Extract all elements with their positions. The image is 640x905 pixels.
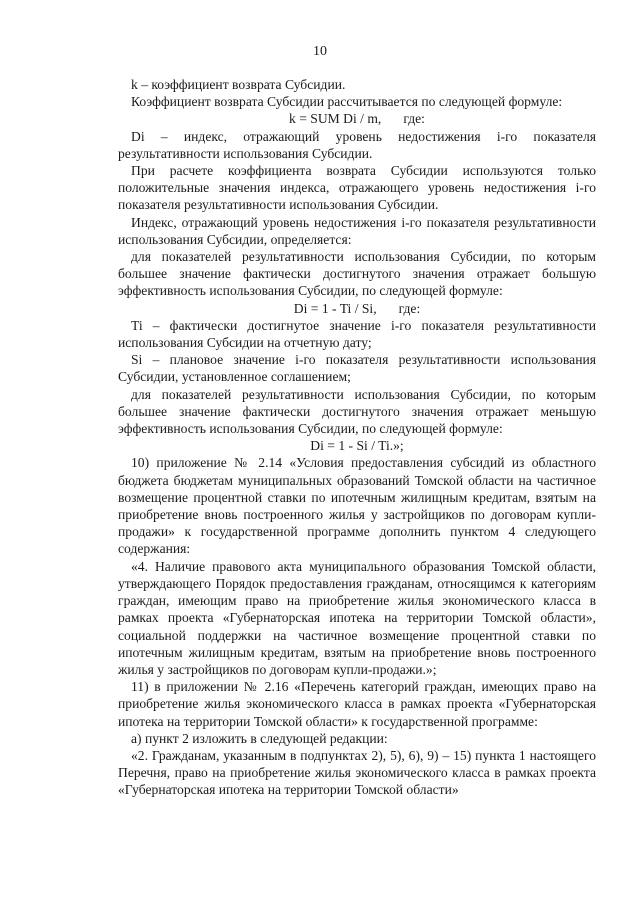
formula-di-1-where: где: <box>398 300 421 316</box>
formula-k-expression: k = SUM Di / m, <box>289 111 382 127</box>
paragraph-item-4-text: «4. Наличие правового акта муниципального образования Томской области, утверждающего Порядок предоставления гражданам, относящимся к категориям граждан, имеющим право на приобретение жилья экономического класса в рамках проекта «Губернаторская ипотека на территории Томской области», социальной поддержки на частичное возмещение процентной ставки по ипотечным жилищным кредитам, взятым на приобретение вновь построенного жилья у застройщиков по договорам купли-продажи.»; <box>118 558 596 677</box>
paragraph-greater-worse: для показателей результативности использования Субсидии, по которым большее значение фактически достигнутого значения отражает меньшую эффективность использования Субсидии, по следующей формуле: <box>118 386 596 437</box>
paragraph-k-formula-intro: Коэффициент возврата Субсидии рассчитывается по следующей формуле: <box>131 94 563 110</box>
formula-di-1-expression: Di = 1 - Ti / Si, <box>293 300 377 316</box>
paragraph-item-2-text: «2. Гражданам, указанным в подпунктах 2), 5), 6), 9) – 15) пункта 1 настоящего Перечня, право на приобретение жилья экономического класса в рамках проекта «Губернаторская ипотека на территории Томской области» <box>118 747 596 798</box>
paragraph-greater-better: для показателей результативности использования Субсидии, по которым большее значение фактически достигнутого значения отражает большую эффективность использования Субсидии, по следующей формуле: <box>118 249 596 299</box>
formula-k-where: где: <box>403 111 425 127</box>
page-number: 10 <box>313 44 327 59</box>
paragraph-positive-values: При расчете коэффициента возврата Субсидии используются только положительные значения индекса, отражающего уровень недостижения i-го показателя результативности использования Субсидии. <box>118 163 596 213</box>
paragraph-item-10: 10) приложение № 2.14 «Условия предоставления субсидий из областного бюджета бюджетам муниципальных образований Томской области на частичное возмещение процентной ставки по ипотечным жилищным кредитам, взятым на приобретение вновь построенного жилья у застройщиков по договорам купли-продажи» к государственной программе дополнить пунктом 4 следующего содержания: <box>118 455 596 557</box>
paragraph-subitem-a: а) пункт 2 изложить в следующей редакции: <box>131 730 388 746</box>
paragraph-ti-definition: Ti – фактически достигнутое значение i-го показателя результативности использования Субсидии на отчетную дату; <box>118 317 596 351</box>
document-body <box>118 76 596 799</box>
formula-k <box>118 110 596 127</box>
paragraph-k-definition: k – коэффициент возврата Субсидии. <box>131 77 346 92</box>
paragraph-item-11: 11) в приложении № 2.16 «Перечень категорий граждан, имеющих право на приобретение жилья экономического класса в рамках проекта «Губернаторская ипотека на территории Томской области» к государственной программе: <box>118 679 596 729</box>
formula-di-2: Di = 1 - Si / Ti.»; <box>310 438 404 454</box>
formula-di-1 <box>118 300 596 317</box>
paragraph-si-definition: Si – плановое значение i-го показателя результативности использования Субсидии, установленное соглашением; <box>118 352 596 385</box>
paragraph-di-definition: Di – индекс, отражающий уровень недостижения i-го показателя результативности использования Субсидии. <box>118 128 596 161</box>
paragraph-index-determined: Индекс, отражающий уровень недостижения i-го показателя результативности использования Субсидии, определяется: <box>118 214 596 247</box>
